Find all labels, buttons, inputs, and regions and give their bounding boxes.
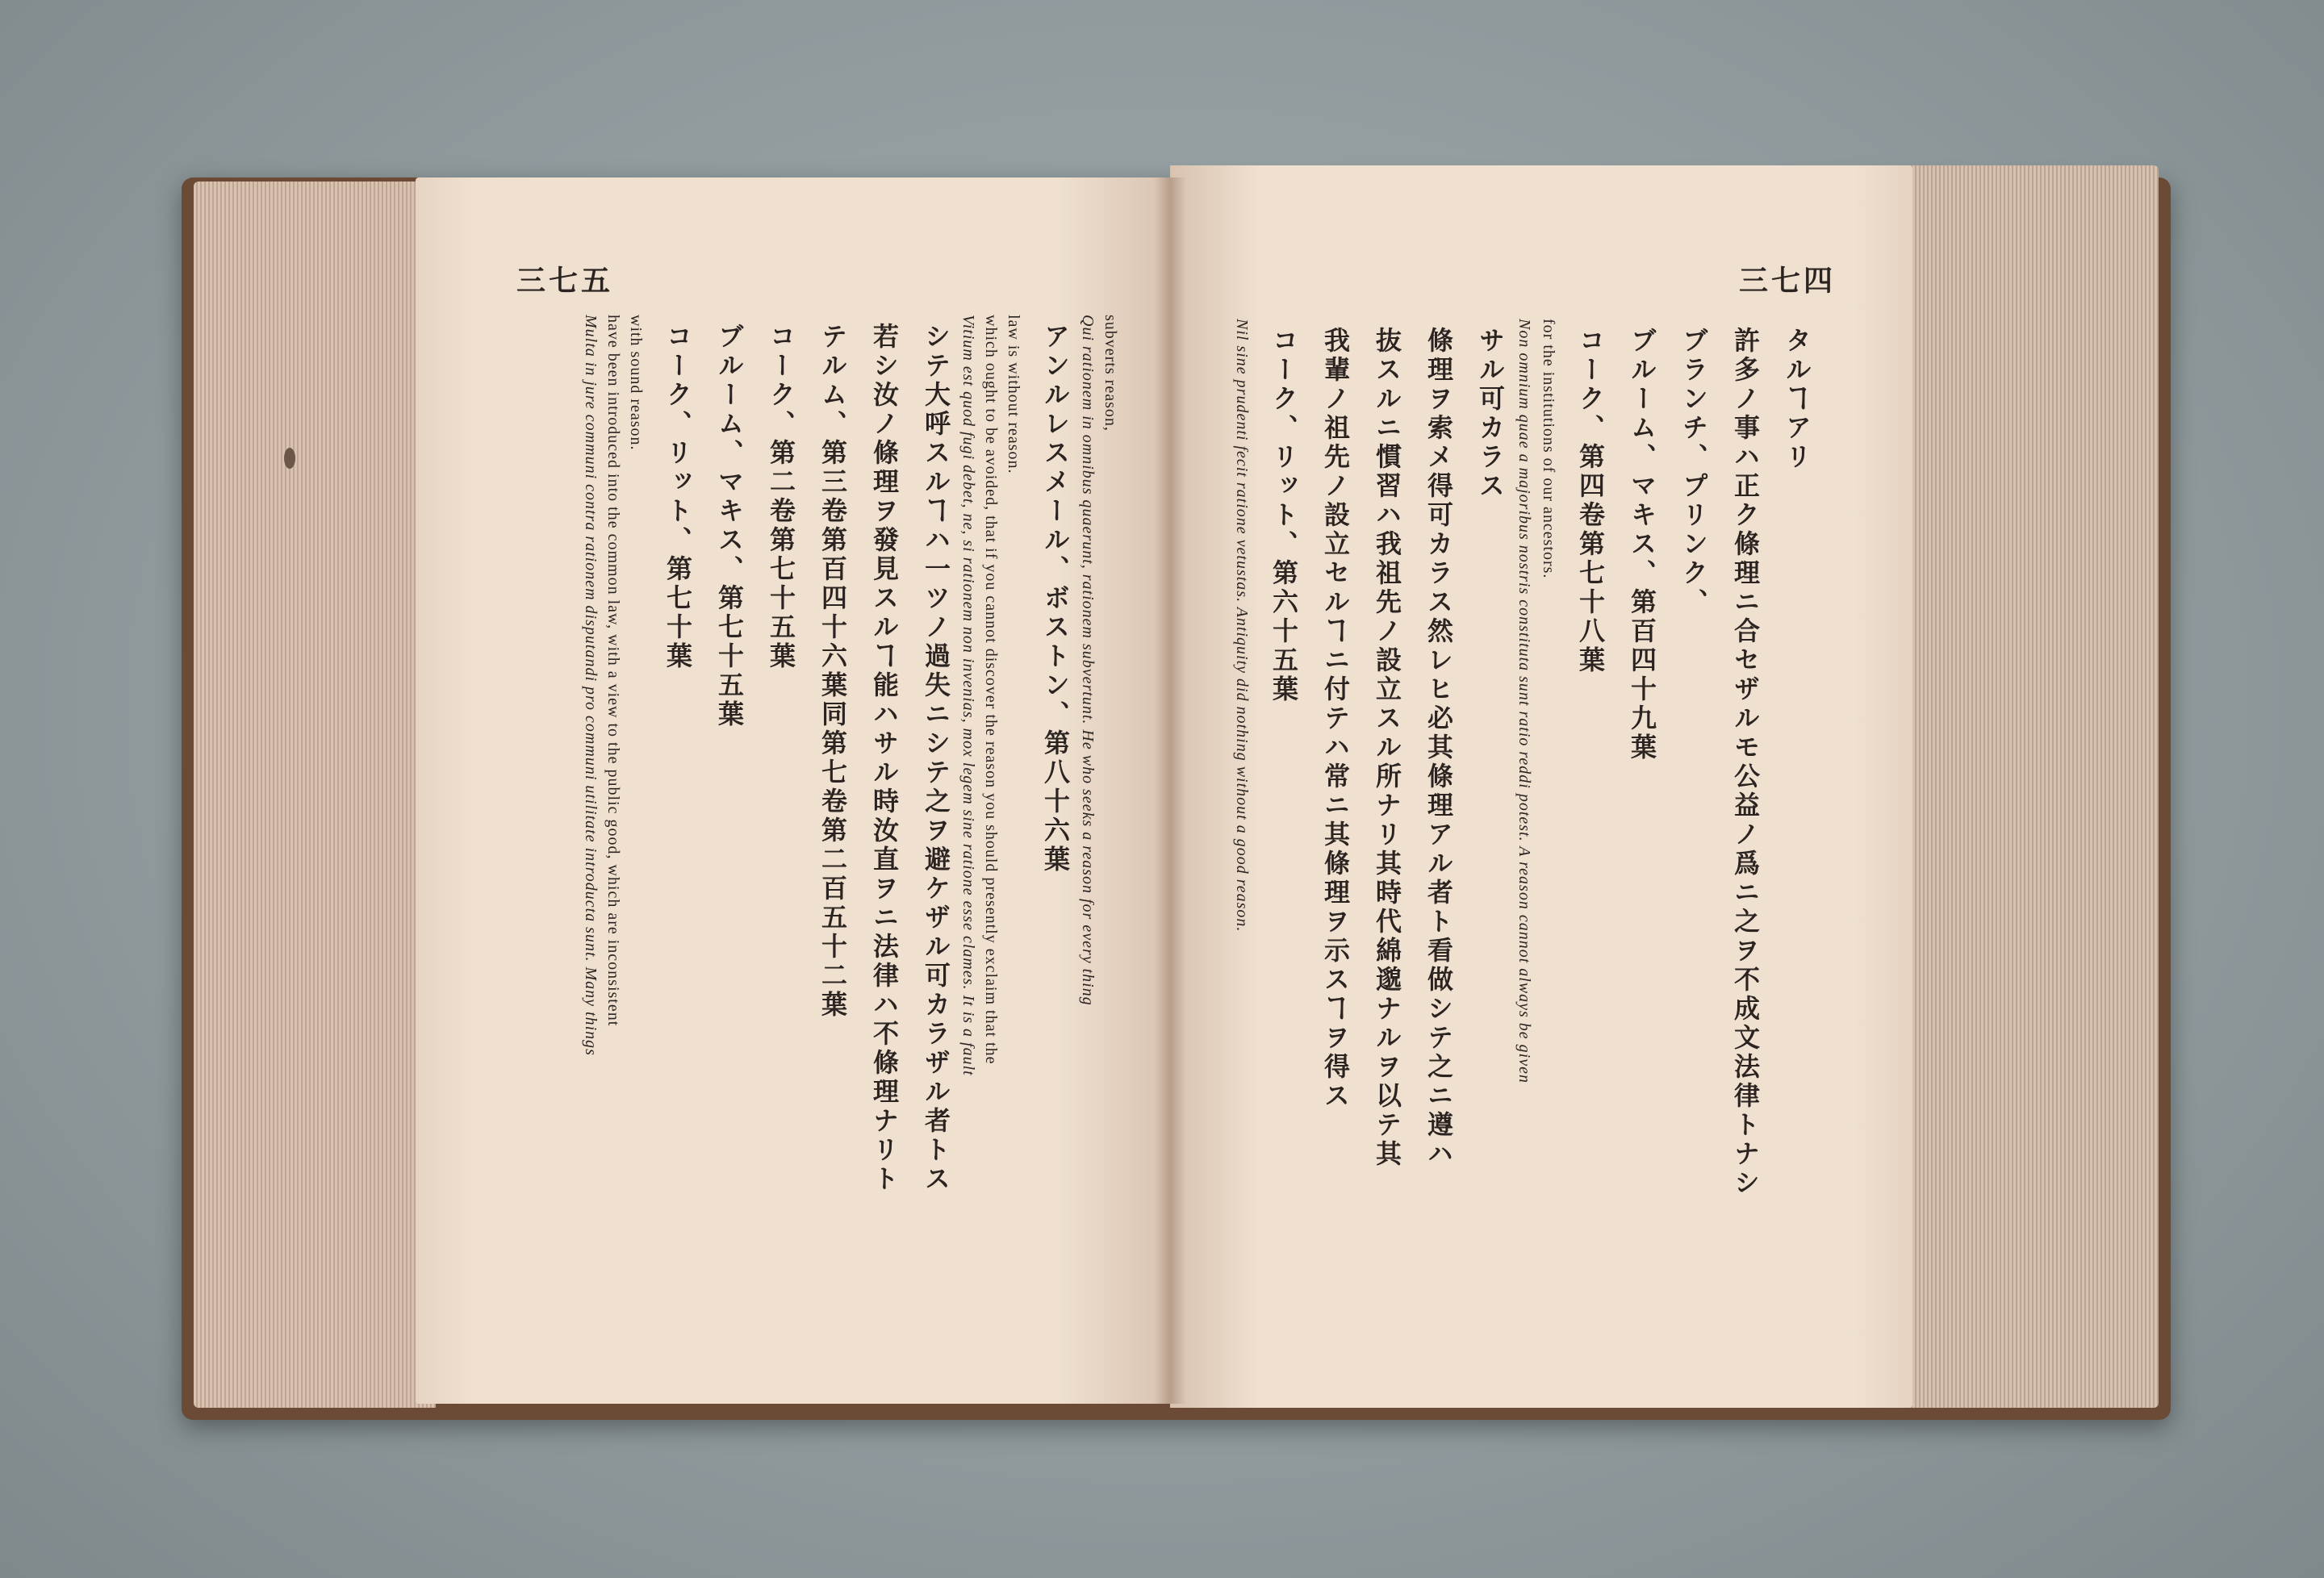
right-page-column: ブルーム、マキス、第百四十九葉 <box>1627 327 1657 762</box>
right-page-folio: 三七四 <box>1738 265 1836 298</box>
left-page-column: シテ大呼スルヿハ一ツノ過失ニシテ之ヲ避ケザル可カラザル者トス <box>921 323 951 1194</box>
left-page-column: have been introduced into the common law, with a view to the public good, which are inconsistent <box>604 315 622 1027</box>
right-page-column: 我輩ノ祖先ノ設立セルヿニ付テハ常ニ其條理ヲ示スヿヲ得ス <box>1320 327 1351 1111</box>
right-page-stack <box>1896 165 2159 1408</box>
left-page-column: テルム、第三卷第百四十六葉同第七卷第二百五十二葉 <box>817 323 848 1020</box>
left-page-column: Multa in jure communi contra rationem disputandi pro communi utilitate introducta sunt. Many things <box>582 315 600 1056</box>
left-page-column: subverts reason, <box>1101 315 1119 432</box>
left-page-column: with sound reason. <box>627 315 645 451</box>
binding-hole <box>284 448 295 469</box>
left-page-column: which ought to be avoided, that if you cannot discover the reason you should presently exclaim that the <box>982 315 1000 1065</box>
right-page-column: コーク、第四卷第七十八葉 <box>1575 327 1606 675</box>
right-page-column: タルヿアリ <box>1782 327 1812 472</box>
left-page <box>416 177 1170 1404</box>
left-page-column: アンルレスメール、ボストン、第八十六葉 <box>1040 323 1071 875</box>
left-page-folio: 三七五 <box>516 265 613 298</box>
left-page-column: law is without reason. <box>1005 315 1022 474</box>
right-page-column: for the institutions of our ancestors. <box>1540 319 1557 579</box>
right-page-column: コーク、リット、第六十五葉 <box>1269 327 1299 704</box>
left-page-stack <box>194 182 436 1408</box>
right-page-column: ブランチ、プリンク、 <box>1678 327 1709 617</box>
left-page-column: Vitium est quod fugi debet, ne, si rationem non invenias, mox legem sine ratione esse clames. It is a fault <box>959 315 977 1076</box>
left-page-column: コーク、第二卷第七十五葉 <box>766 323 796 671</box>
right-page-column: 條理ヲ索メ得可カラス然レヒ必其條理アル者ト看做シテ之ニ遵ハ <box>1423 327 1454 1169</box>
right-page-column: 許多ノ事ハ正ク條理ニ合セザルモ公益ノ爲ニ之ヲ不成文法律トナシ <box>1730 327 1761 1198</box>
right-page-column: サル可カラス <box>1475 327 1506 501</box>
left-page-column: Qui rationem in omnibus quaerunt, rationem subvertunt. He who seeks a reason for every thing <box>1079 315 1097 1006</box>
right-page-column: Non omnium quae a majoribus nostris constituta sunt ratio reddi potest. A reason cannot always be given <box>1515 319 1533 1083</box>
right-page-column: 抜スルニ慣習ハ我祖先ノ設立スル所ナリ其時代綿邈ナルヲ以テ其 <box>1372 327 1402 1169</box>
left-page-column: 若シ汝ノ條理ヲ發見スルヿ能ハサル時汝直ヲニ法律ハ不條理ナリト <box>869 323 900 1194</box>
book-gutter <box>1154 177 1186 1404</box>
left-page-column: コーク、リット、第七十葉 <box>663 323 693 671</box>
left-page-column: ブルーム、マキス、第七十五葉 <box>714 323 745 729</box>
right-page <box>1170 165 1912 1408</box>
right-page-column: Nil sine prudenti fecit ratione vetustas. Antiquity did nothing without a good reason. <box>1233 319 1251 933</box>
